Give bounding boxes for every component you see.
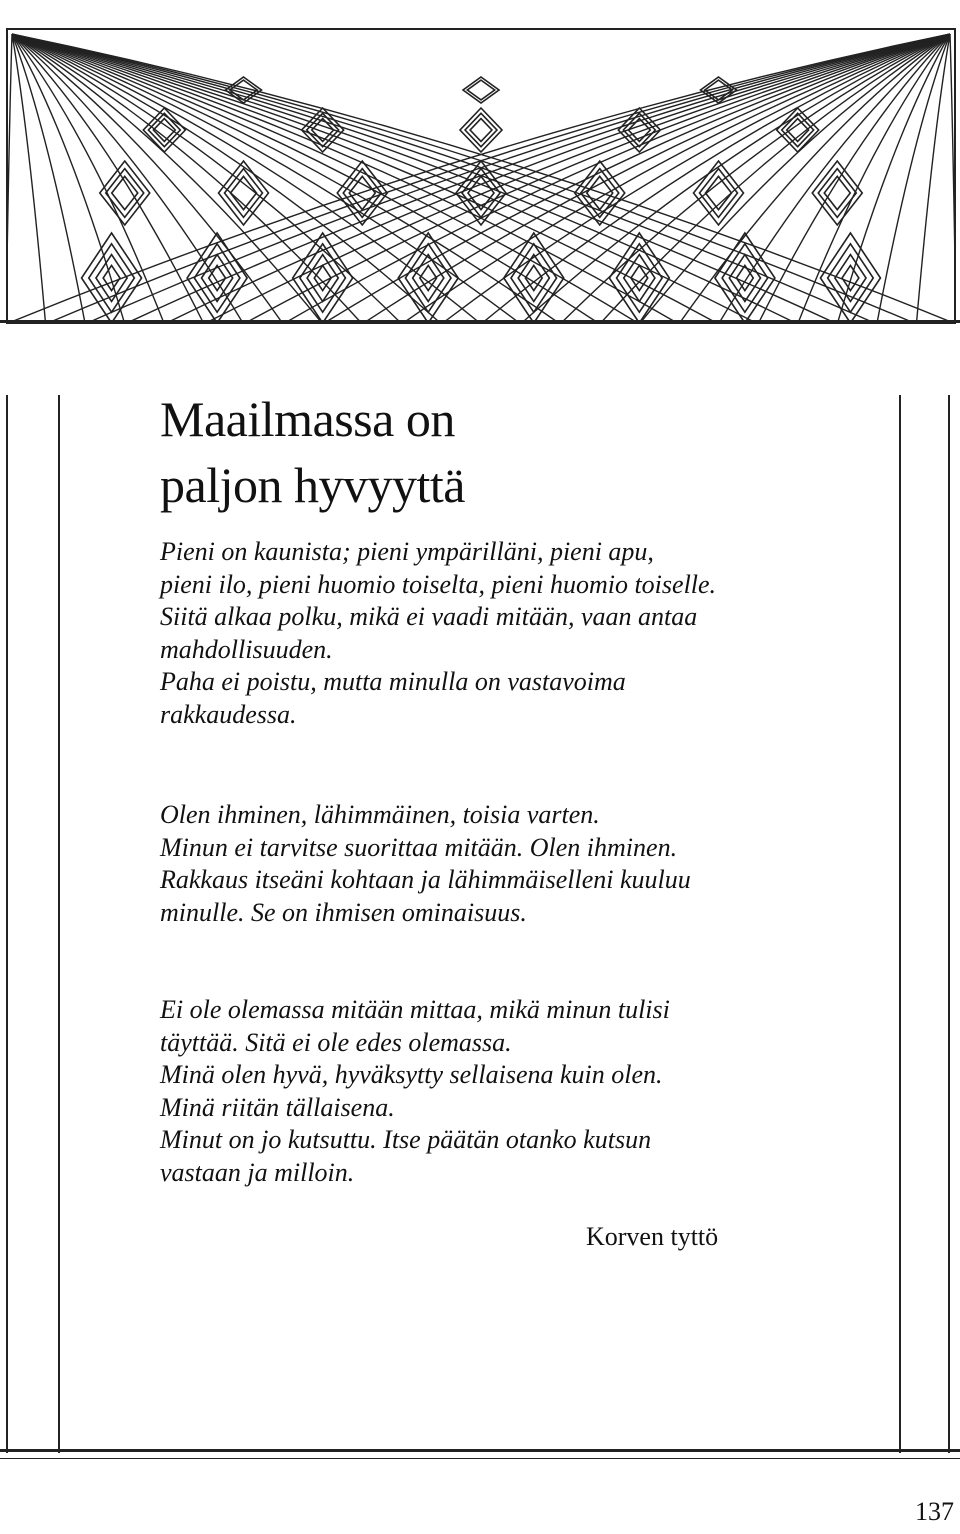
frame-left-outer-line bbox=[6, 395, 8, 1453]
poem-line: Siitä alkaa polku, mikä ei vaadi mitään, vaan antaa bbox=[160, 602, 698, 631]
poem-line: vastaan ja milloin. bbox=[160, 1157, 355, 1187]
poem-line: Ei ole olemassa mitään mittaa, mikä minun tulisi bbox=[160, 995, 670, 1024]
author-signature: Korven tyttö bbox=[586, 1222, 719, 1251]
header-bottom-rule bbox=[0, 320, 960, 323]
poem-stanza-2 bbox=[160, 799, 860, 929]
poem-line: rakkaudessa. bbox=[160, 699, 297, 729]
poem-stanza-3 bbox=[160, 994, 860, 1189]
poem-line: mahdollisuuden. bbox=[160, 634, 333, 664]
page-number: 137 bbox=[915, 1497, 954, 1526]
article-title-line-1: Maailmassa on bbox=[160, 391, 455, 447]
article-title-line-2: paljon hyvyyttä bbox=[160, 457, 465, 513]
frame-right-inner-line bbox=[899, 395, 901, 1453]
poem-line: Olen ihminen, lähimmäinen, toisia varten. bbox=[160, 800, 600, 829]
article-title bbox=[160, 386, 860, 518]
poem-line: täyttää. Sitä ei ole edes olemassa. bbox=[160, 1027, 512, 1057]
footer-rule-bottom bbox=[0, 1458, 960, 1459]
poem-line: Rakkaus itseäni kohtaan ja lähimmäiselleni kuuluu bbox=[160, 865, 691, 894]
poem-line: Minä riitän tällaisena. bbox=[160, 1092, 395, 1122]
diamond-lattice-ornament-icon bbox=[6, 28, 956, 324]
poem-line: Minun ei tarvitse suorittaa mitään. Olen ihminen. bbox=[160, 832, 678, 862]
poem-line: minulle. Se on ihmisen ominaisuus. bbox=[160, 897, 527, 927]
frame-right-outer-line bbox=[948, 395, 950, 1453]
poem-line: pieni ilo, pieni huomio toiselta, pieni huomio toiselle. bbox=[160, 569, 717, 599]
poem-stanza-1 bbox=[160, 536, 860, 731]
frame-left-inner-line bbox=[58, 395, 60, 1453]
footer-rule-top bbox=[0, 1449, 960, 1452]
poem-line: Minä olen hyvä, hyväksytty sellaisena kuin olen. bbox=[160, 1060, 663, 1089]
poem-line: Paha ei poistu, mutta minulla on vastavoima bbox=[160, 667, 626, 696]
poem-line: Pieni on kaunista; pieni ympärilläni, pieni apu, bbox=[160, 537, 654, 566]
poem-line: Minut on jo kutsuttu. Itse päätän otanko kutsun bbox=[160, 1125, 652, 1154]
